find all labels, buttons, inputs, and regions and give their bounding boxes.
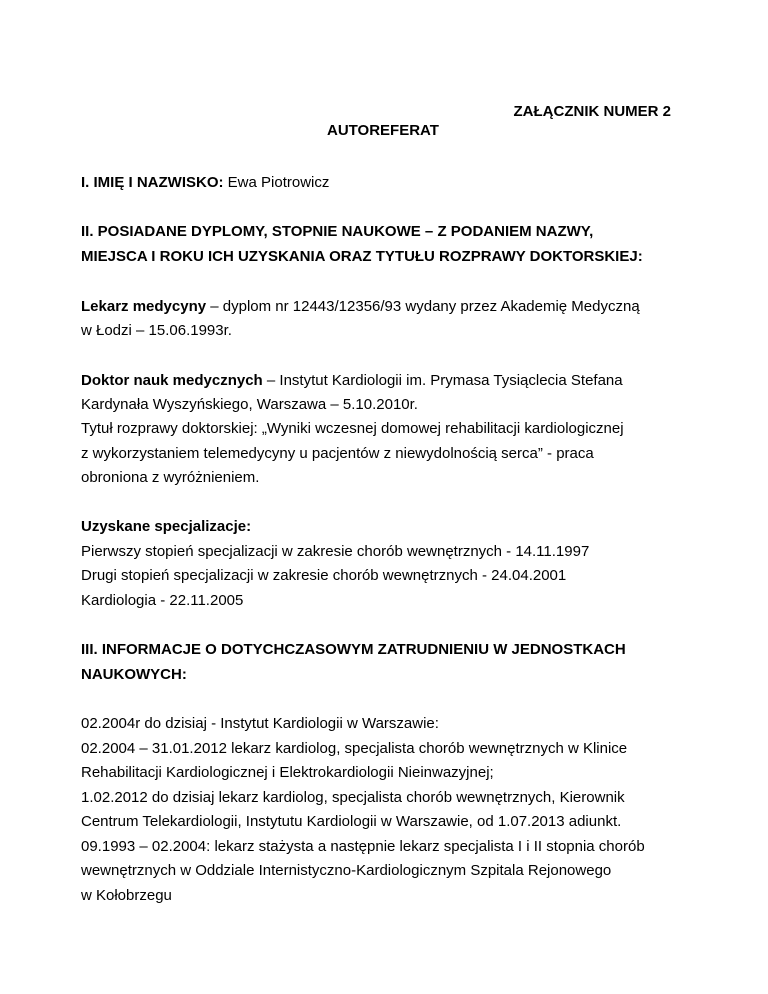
employment-line: Centrum Telekardiologii, Instytutu Kardiologii w Warszawie, od 1.07.2013 adiunkt. [81, 813, 622, 830]
md-label: Lekarz medycyny [81, 298, 207, 315]
specialization-item: Drugi stopień specjalizacji w zakresie chorób wewnętrznych - 24.04.2001 [81, 567, 567, 584]
phd-line2: Kardynała Wyszyńskiego, Warszawa – 5.10.2010r. [81, 396, 418, 413]
section3-heading-line1: III. INFORMACJE O DOTYCHCZASOWYM ZATRUDNIENIU W JEDNOSTKACH [81, 641, 626, 658]
specialization-item: Pierwszy stopień specjalizacji w zakresie chorób wewnętrznych - 14.11.1997 [81, 543, 590, 560]
phd-label: Doktor nauk medycznych [81, 372, 263, 389]
md-diploma-line [81, 298, 640, 316]
name-label: I. IMIĘ I NAZWISKO: [81, 174, 224, 191]
employment-line: 02.2004 – 31.01.2012 lekarz kardiolog, specjalista chorób wewnętrznych w Klinice [81, 740, 628, 757]
employment-line: 09.1993 – 02.2004: lekarz stażysta a następnie lekarz specjalista I i II stopnia chorób [81, 838, 645, 855]
thesis-line1: Tytuł rozprawy doktorskiej: „Wyniki wczesnej domowej rehabilitacji kardiologicznej [81, 420, 624, 437]
annex-label: ZAŁĄCZNIK NUMER 2 [513, 103, 671, 120]
md-diploma-line2: w Łodzi – 15.06.1993r. [81, 322, 232, 339]
specializations-label: Uzyskane specjalizacje: [81, 518, 252, 535]
employment-line: Rehabilitacji Kardiologicznej i Elektrokardiologii Nieinwazyjnej; [81, 764, 494, 781]
phd-text: – Instytut Kardiologii im. Prymasa Tysiąclecia Stefana [262, 372, 623, 389]
section3-heading-line2: NAUKOWYCH: [81, 666, 187, 683]
thesis-line3: obroniona z wyróżnieniem. [81, 469, 260, 486]
employment-line: 1.02.2012 do dzisiaj lekarz kardiolog, specjalista chorób wewnętrznych, Kierownik [81, 789, 625, 806]
thesis-line2: z wykorzystaniem telemedycyny u pacjentów z niewydolnością serca” - praca [81, 445, 594, 462]
section2-heading-line2: MIEJSCA I ROKU ICH UZYSKANIA ORAZ TYTUŁU ROZPRAWY DOKTORSKIEJ: [81, 248, 643, 265]
specialization-item: Kardiologia - 22.11.2005 [81, 592, 244, 609]
employment-line: wewnętrznych w Oddziale Internistyczno-Kardiologicznym Szpitala Rejonowego [81, 862, 612, 879]
md-text: – dyplom nr 12443/12356/93 wydany przez Akademię Medyczną [206, 298, 640, 315]
phd-line [81, 372, 623, 390]
section2-heading-line1: II. POSIADANE DYPLOMY, STOPNIE NAUKOWE – Z PODANIEM NAZWY, [81, 223, 594, 240]
document-title: AUTOREFERAT [327, 122, 439, 139]
employment-line: w Kołobrzegu [81, 887, 172, 904]
name-value: Ewa Piotrowicz [223, 174, 330, 191]
employment-line: 02.2004r do dzisiaj - Instytut Kardiologii w Warszawie: [81, 715, 439, 732]
name-line [81, 174, 329, 192]
